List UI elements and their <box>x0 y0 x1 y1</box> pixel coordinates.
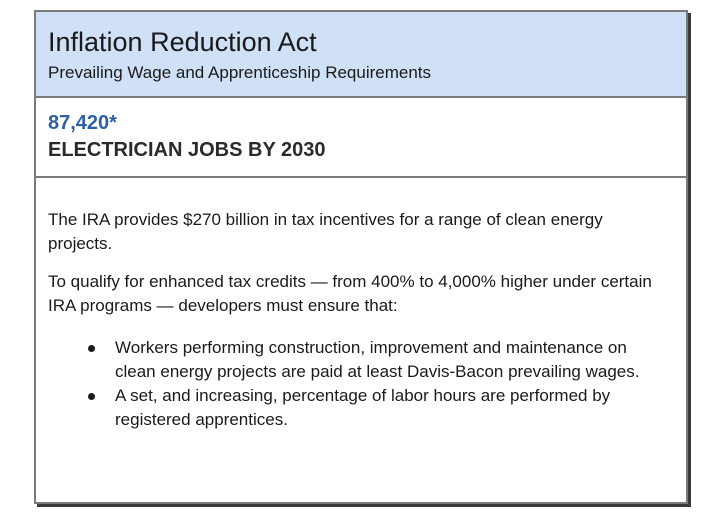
list-item-text: Workers performing construction, improvement and maintenance on clean energy projects are paid at least Davis-Bacon prevailing wages. <box>115 338 640 381</box>
bullet-dot-icon <box>88 345 95 352</box>
info-card <box>34 10 688 504</box>
requirements-list <box>48 336 666 432</box>
list-item-text: A set, and increasing, percentage of labor hours are performed by registered apprentices. <box>115 386 611 429</box>
body-paragraph: To qualify for enhanced tax credits — from 400% to 4,000% higher under certain IRA programs — developers must ensure that: <box>48 272 652 315</box>
bullet-dot-icon <box>88 393 95 400</box>
stat-section <box>36 98 686 178</box>
card-title: Inflation Reduction Act <box>48 27 317 57</box>
card-subtitle: Prevailing Wage and Apprenticeship Requirements <box>48 63 432 82</box>
stat-label: ELECTRICIAN JOBS BY 2030 <box>48 139 326 161</box>
card-body <box>36 178 686 432</box>
list-item <box>88 336 666 384</box>
card-header <box>36 12 686 98</box>
stat-number: 87,420* <box>48 112 117 134</box>
list-item <box>88 384 666 432</box>
body-paragraph: The IRA provides $270 billion in tax incentives for a range of clean energy projects. <box>48 210 603 253</box>
